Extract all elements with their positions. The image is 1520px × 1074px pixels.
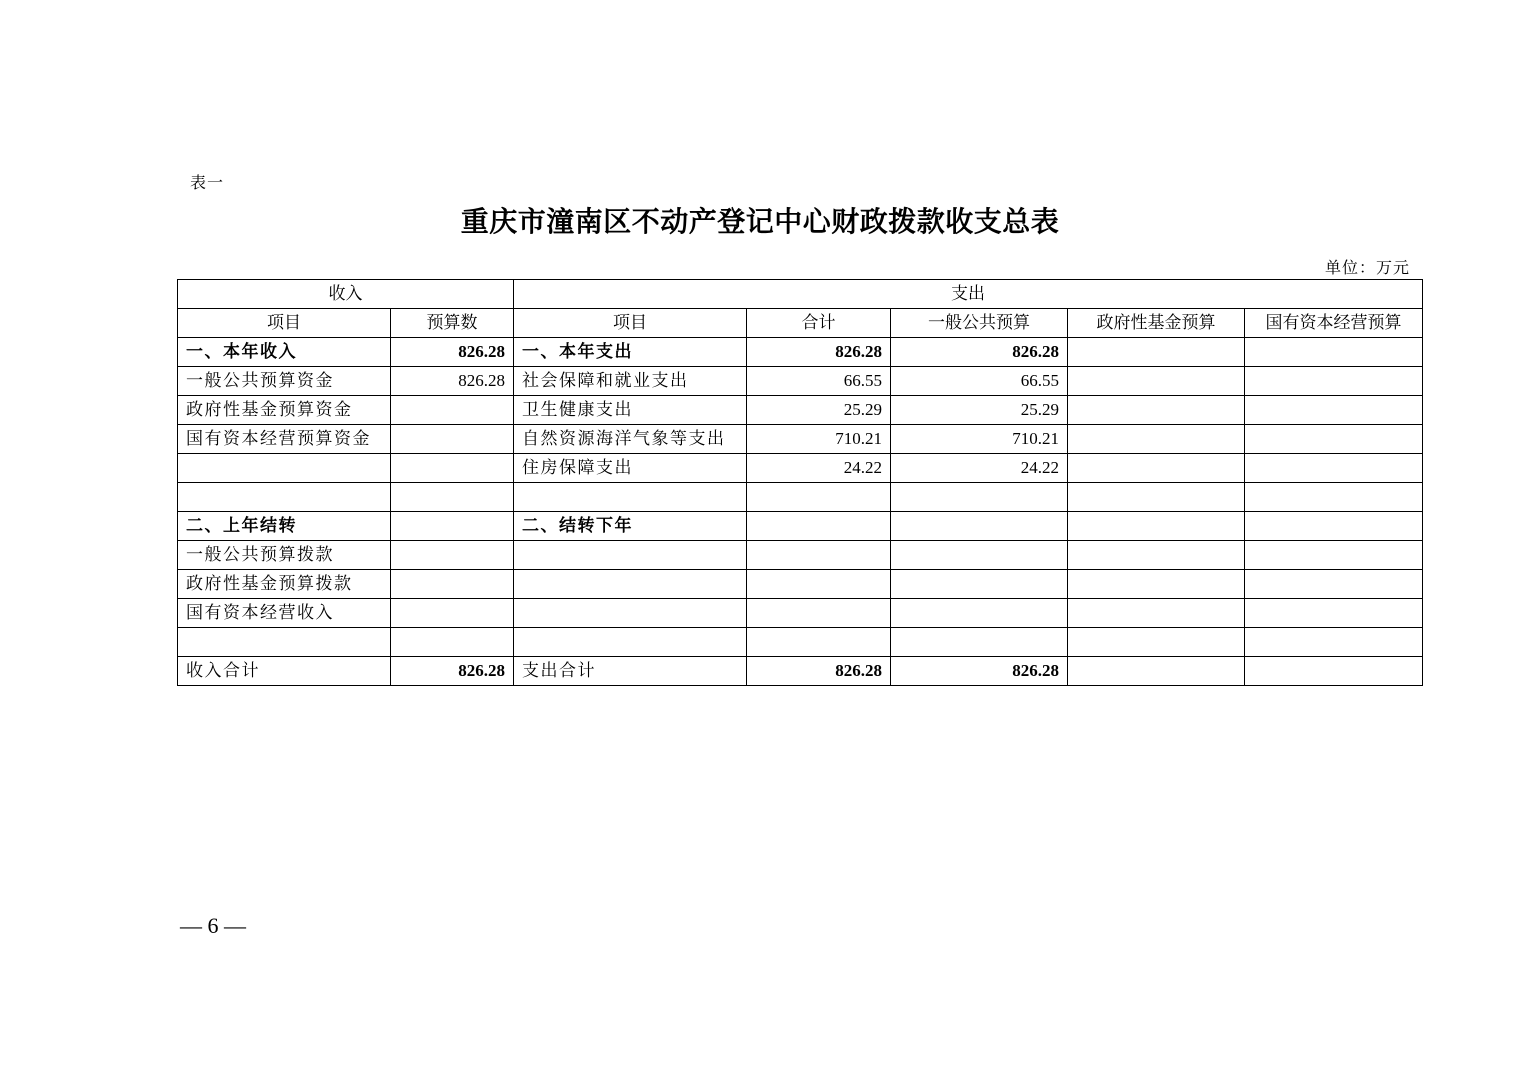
income-value bbox=[391, 396, 514, 425]
total-value bbox=[747, 599, 891, 628]
gov-fund-value bbox=[1068, 454, 1245, 483]
state-capital-value bbox=[1245, 541, 1423, 570]
expenditure-item bbox=[514, 483, 747, 512]
header-income: 收入 bbox=[178, 280, 514, 309]
general-value bbox=[891, 541, 1068, 570]
col-header-general: 一般公共预算 bbox=[891, 309, 1068, 338]
general-value: 24.22 bbox=[891, 454, 1068, 483]
gov-fund-value bbox=[1068, 367, 1245, 396]
total-value: 826.28 bbox=[747, 657, 891, 686]
col-header-total: 合计 bbox=[747, 309, 891, 338]
gov-fund-value bbox=[1068, 483, 1245, 512]
general-value bbox=[891, 599, 1068, 628]
expenditure-item bbox=[514, 599, 747, 628]
general-value: 710.21 bbox=[891, 425, 1068, 454]
budget-table bbox=[177, 279, 1423, 686]
total-value bbox=[747, 628, 891, 657]
table-row bbox=[178, 425, 1423, 454]
state-capital-value bbox=[1245, 657, 1423, 686]
col-header-budget: 预算数 bbox=[391, 309, 514, 338]
income-item: 政府性基金预算资金 bbox=[178, 396, 391, 425]
total-value: 826.28 bbox=[747, 338, 891, 367]
income-value bbox=[391, 628, 514, 657]
expenditure-item: 社会保障和就业支出 bbox=[514, 367, 747, 396]
general-value: 826.28 bbox=[891, 338, 1068, 367]
income-item: 二、上年结转 bbox=[178, 512, 391, 541]
income-item: 一、本年收入 bbox=[178, 338, 391, 367]
income-item: 政府性基金预算拨款 bbox=[178, 570, 391, 599]
table-row bbox=[178, 338, 1423, 367]
income-value bbox=[391, 512, 514, 541]
income-value bbox=[391, 425, 514, 454]
gov-fund-value bbox=[1068, 570, 1245, 599]
table-row bbox=[178, 396, 1423, 425]
income-item: 一般公共预算资金 bbox=[178, 367, 391, 396]
total-value: 24.22 bbox=[747, 454, 891, 483]
state-capital-value bbox=[1245, 599, 1423, 628]
expenditure-item: 自然资源海洋气象等支出 bbox=[514, 425, 747, 454]
expenditure-item: 一、本年支出 bbox=[514, 338, 747, 367]
general-value: 826.28 bbox=[891, 657, 1068, 686]
expenditure-item: 二、结转下年 bbox=[514, 512, 747, 541]
income-total-label: 收入合计 bbox=[178, 657, 391, 686]
income-value bbox=[391, 570, 514, 599]
page-title: 重庆市潼南区不动产登记中心财政拨款收支总表 bbox=[460, 205, 1060, 238]
general-value bbox=[891, 483, 1068, 512]
income-value bbox=[391, 541, 514, 570]
table-label: 表一 bbox=[190, 173, 225, 192]
expenditure-total-label: 支出合计 bbox=[514, 657, 747, 686]
col-header-gov-fund: 政府性基金预算 bbox=[1068, 309, 1245, 338]
total-value: 25.29 bbox=[747, 396, 891, 425]
state-capital-value bbox=[1245, 454, 1423, 483]
gov-fund-value bbox=[1068, 396, 1245, 425]
total-value: 66.55 bbox=[747, 367, 891, 396]
header-row-columns bbox=[178, 309, 1423, 338]
state-capital-value bbox=[1245, 512, 1423, 541]
state-capital-value bbox=[1245, 338, 1423, 367]
income-value bbox=[391, 599, 514, 628]
income-item bbox=[178, 483, 391, 512]
table-row bbox=[178, 367, 1423, 396]
expenditure-item bbox=[514, 541, 747, 570]
header-row-groups bbox=[178, 280, 1423, 309]
table-row bbox=[178, 599, 1423, 628]
gov-fund-value bbox=[1068, 599, 1245, 628]
income-value: 826.28 bbox=[391, 367, 514, 396]
gov-fund-value bbox=[1068, 628, 1245, 657]
table-row bbox=[178, 628, 1423, 657]
table-row bbox=[178, 454, 1423, 483]
general-value bbox=[891, 570, 1068, 599]
state-capital-value bbox=[1245, 628, 1423, 657]
gov-fund-value bbox=[1068, 425, 1245, 454]
general-value bbox=[891, 628, 1068, 657]
income-item: 国有资本经营预算资金 bbox=[178, 425, 391, 454]
state-capital-value bbox=[1245, 570, 1423, 599]
gov-fund-value bbox=[1068, 657, 1245, 686]
state-capital-value bbox=[1245, 425, 1423, 454]
income-total-value: 826.28 bbox=[391, 657, 514, 686]
unit-label: 单位：万元 bbox=[1324, 258, 1410, 277]
table-row bbox=[178, 512, 1423, 541]
income-value bbox=[391, 454, 514, 483]
expenditure-item bbox=[514, 570, 747, 599]
gov-fund-value bbox=[1068, 512, 1245, 541]
income-item bbox=[178, 454, 391, 483]
total-value bbox=[747, 541, 891, 570]
header-expenditure: 支出 bbox=[514, 280, 1423, 309]
state-capital-value bbox=[1245, 483, 1423, 512]
total-value bbox=[747, 512, 891, 541]
gov-fund-value bbox=[1068, 541, 1245, 570]
general-value bbox=[891, 512, 1068, 541]
general-value: 66.55 bbox=[891, 367, 1068, 396]
total-value bbox=[747, 570, 891, 599]
total-value bbox=[747, 483, 891, 512]
income-value: 826.28 bbox=[391, 338, 514, 367]
income-item: 国有资本经营收入 bbox=[178, 599, 391, 628]
page-number: — 6 — bbox=[180, 913, 246, 938]
general-value: 25.29 bbox=[891, 396, 1068, 425]
col-header-exp-item: 项目 bbox=[514, 309, 747, 338]
income-item: 一般公共预算拨款 bbox=[178, 541, 391, 570]
totals-row bbox=[178, 657, 1423, 686]
col-header-income-item: 项目 bbox=[178, 309, 391, 338]
state-capital-value bbox=[1245, 396, 1423, 425]
expenditure-item: 住房保障支出 bbox=[514, 454, 747, 483]
gov-fund-value bbox=[1068, 338, 1245, 367]
total-value: 710.21 bbox=[747, 425, 891, 454]
expenditure-item: 卫生健康支出 bbox=[514, 396, 747, 425]
expenditure-item bbox=[514, 628, 747, 657]
state-capital-value bbox=[1245, 367, 1423, 396]
income-item bbox=[178, 628, 391, 657]
col-header-state-capital: 国有资本经营预算 bbox=[1245, 309, 1423, 338]
income-value bbox=[391, 483, 514, 512]
table-row bbox=[178, 570, 1423, 599]
table-row bbox=[178, 541, 1423, 570]
table-row bbox=[178, 483, 1423, 512]
